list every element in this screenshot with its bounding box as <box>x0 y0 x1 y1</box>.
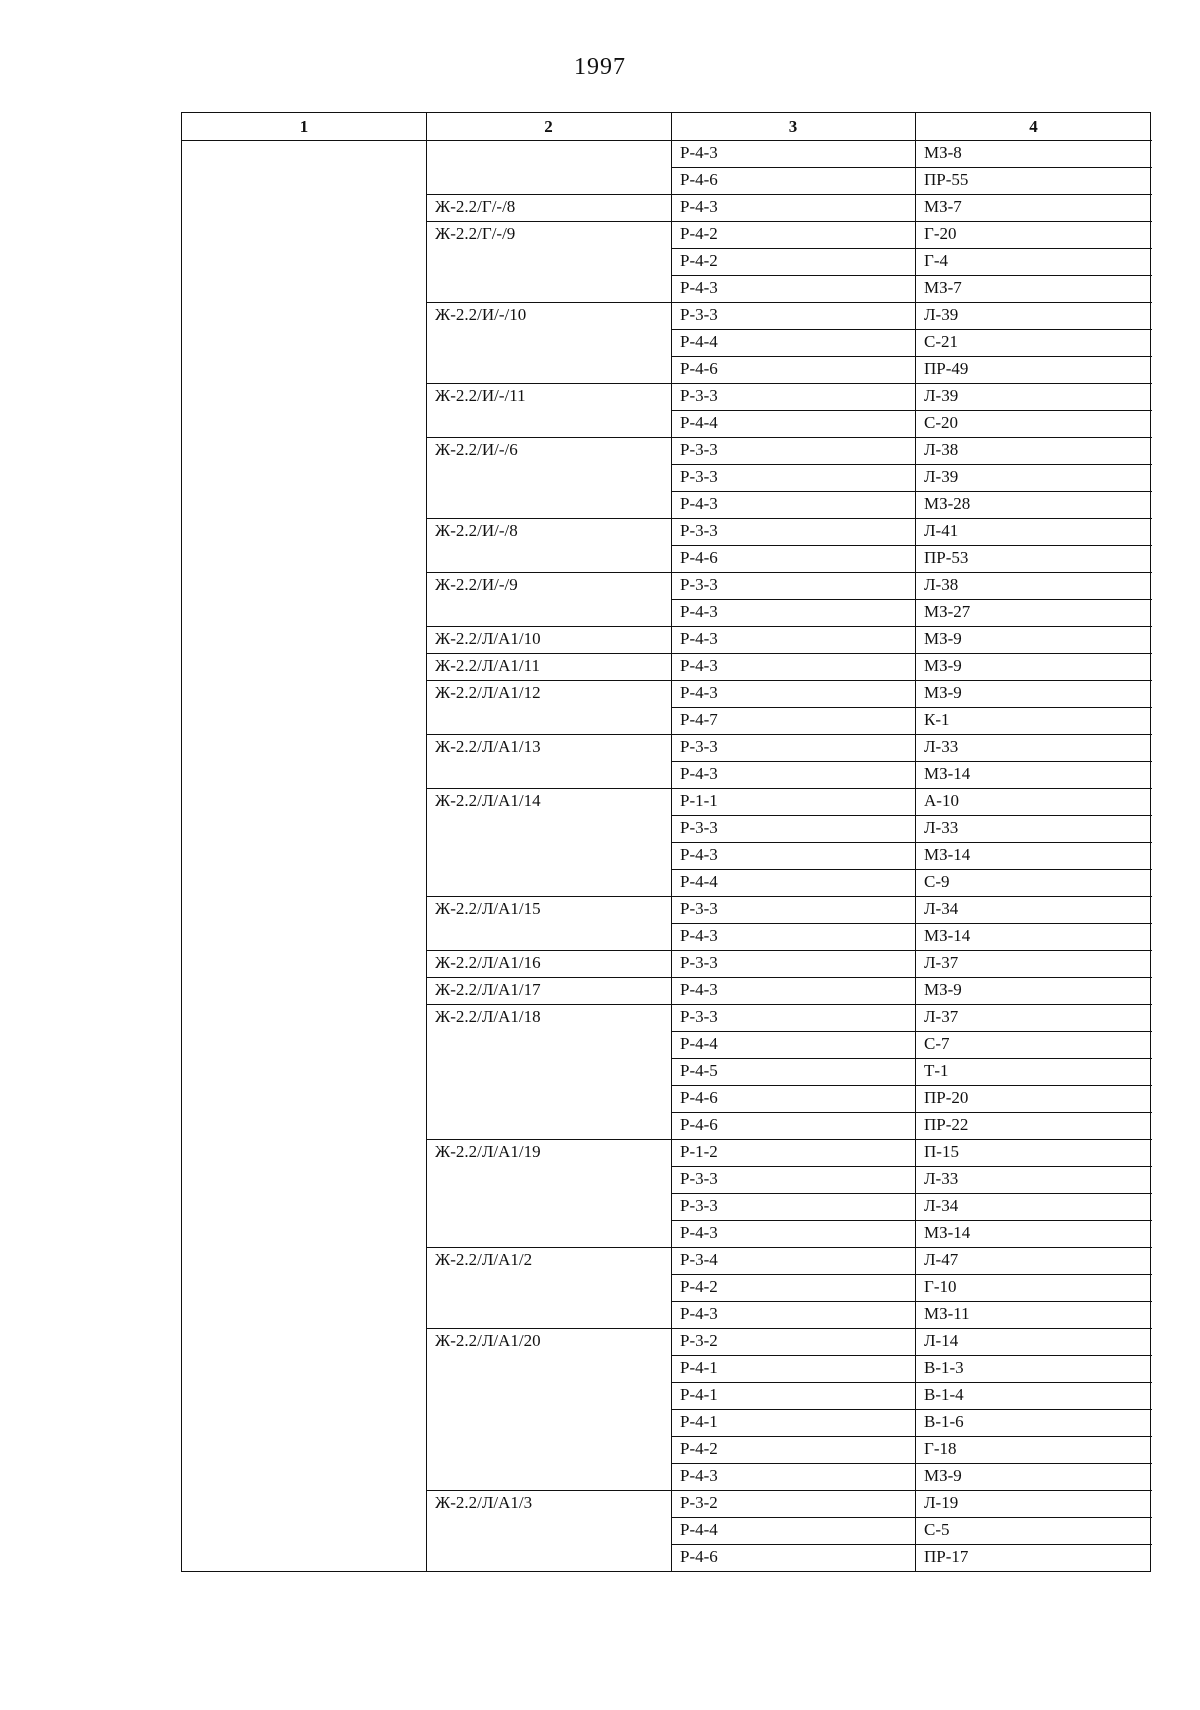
reference-code: Л-34 <box>924 1196 959 1215</box>
section-code: Р-4-2 <box>680 224 718 243</box>
column-divider <box>426 113 427 1571</box>
row-divider <box>671 1463 1152 1464</box>
group-divider <box>426 572 671 573</box>
group-code: Ж-2.2/Г/-/8 <box>435 197 516 216</box>
row-divider <box>671 383 1152 384</box>
reference-code: Л-39 <box>924 386 959 405</box>
group-divider <box>426 950 671 951</box>
section-code: Р-4-4 <box>680 1520 718 1539</box>
reference-code: Л-37 <box>924 953 959 972</box>
reference-code: Л-39 <box>924 305 959 324</box>
section-code: Р-4-3 <box>680 764 718 783</box>
group-divider <box>426 977 671 978</box>
reference-code: Л-34 <box>924 899 959 918</box>
reference-code: К-1 <box>924 710 950 729</box>
section-code: Р-1-1 <box>680 791 718 810</box>
row-divider <box>671 518 1152 519</box>
group-code: Ж-2.2/Г/-/9 <box>435 224 516 243</box>
reference-code: С-5 <box>924 1520 950 1539</box>
group-code: Ж-2.2/Л/А1/13 <box>435 737 541 756</box>
row-divider <box>671 788 1152 789</box>
group-divider <box>426 221 671 222</box>
section-code: Р-4-2 <box>680 1277 718 1296</box>
reference-code: МЗ-9 <box>924 656 962 675</box>
section-code: Р-4-4 <box>680 413 718 432</box>
group-divider <box>426 1247 671 1248</box>
row-divider <box>671 1355 1152 1356</box>
group-code: Ж-2.2/Л/А1/15 <box>435 899 541 918</box>
reference-code: С-21 <box>924 332 958 351</box>
row-divider <box>671 167 1152 168</box>
section-code: Р-4-3 <box>680 926 718 945</box>
section-code: Р-4-3 <box>680 1304 718 1323</box>
reference-code: МЗ-28 <box>924 494 971 513</box>
group-code: Ж-2.2/И/-/6 <box>435 440 518 459</box>
section-code: Р-4-3 <box>680 494 718 513</box>
section-code: Р-3-3 <box>680 953 718 972</box>
row-divider <box>671 761 1152 762</box>
reference-code: МЗ-7 <box>924 278 962 297</box>
group-divider <box>426 194 671 195</box>
reference-code: МЗ-14 <box>924 845 971 864</box>
reference-code: А-10 <box>924 791 959 810</box>
group-code: Ж-2.2/Л/А1/14 <box>435 791 541 810</box>
row-divider <box>671 275 1152 276</box>
row-divider <box>671 977 1152 978</box>
group-code: Ж-2.2/Л/А1/16 <box>435 953 541 972</box>
row-divider <box>671 302 1152 303</box>
section-code: Р-4-3 <box>680 602 718 621</box>
row-divider <box>671 491 1152 492</box>
group-divider <box>426 1328 671 1329</box>
group-code: Ж-2.2/Л/А1/17 <box>435 980 541 999</box>
group-divider <box>426 1490 671 1491</box>
section-code: Р-4-6 <box>680 548 718 567</box>
reference-code: Л-33 <box>924 818 959 837</box>
section-code: Р-3-3 <box>680 1196 718 1215</box>
row-divider <box>671 842 1152 843</box>
section-code: Р-3-4 <box>680 1250 718 1269</box>
row-divider <box>671 626 1152 627</box>
reference-code: П-15 <box>924 1142 959 1161</box>
row-divider <box>671 1436 1152 1437</box>
section-code: Р-4-1 <box>680 1358 718 1377</box>
row-divider <box>671 248 1152 249</box>
group-code: Ж-2.2/Л/А1/3 <box>435 1493 533 1512</box>
row-divider <box>671 437 1152 438</box>
section-code: Р-4-3 <box>680 1466 718 1485</box>
group-divider <box>426 383 671 384</box>
group-divider <box>426 626 671 627</box>
reference-code: Л-38 <box>924 440 959 459</box>
reference-code: ПР-49 <box>924 359 969 378</box>
reference-code: МЗ-14 <box>924 926 971 945</box>
row-divider <box>671 599 1152 600</box>
row-divider <box>671 950 1152 951</box>
row-divider <box>671 1004 1152 1005</box>
section-code: Р-3-3 <box>680 521 718 540</box>
section-code: Р-3-2 <box>680 1493 718 1512</box>
reference-code: В-1-4 <box>924 1385 964 1404</box>
group-divider <box>426 653 671 654</box>
reference-code: С-9 <box>924 872 950 891</box>
reference-code: С-7 <box>924 1034 950 1053</box>
group-divider <box>426 1139 671 1140</box>
data-table <box>181 112 1151 1572</box>
row-divider <box>671 1301 1152 1302</box>
reference-code: МЗ-8 <box>924 143 962 162</box>
row-divider <box>671 1247 1152 1248</box>
group-divider <box>426 734 671 735</box>
row-divider <box>671 923 1152 924</box>
row-divider <box>671 1517 1152 1518</box>
reference-code: ПР-17 <box>924 1547 969 1566</box>
group-divider <box>426 788 671 789</box>
section-code: Р-4-1 <box>680 1385 718 1404</box>
reference-code: ПР-55 <box>924 170 969 189</box>
group-code: Ж-2.2/Л/А1/20 <box>435 1331 541 1350</box>
section-code: Р-4-6 <box>680 359 718 378</box>
section-code: Р-4-2 <box>680 1439 718 1458</box>
group-code: Ж-2.2/Л/А1/19 <box>435 1142 541 1161</box>
reference-code: Л-37 <box>924 1007 959 1026</box>
section-code: Р-4-6 <box>680 1088 718 1107</box>
column-header-2: 2 <box>544 117 553 136</box>
reference-code: МЗ-14 <box>924 1223 971 1242</box>
reference-code: МЗ-9 <box>924 1466 962 1485</box>
section-code: Р-3-3 <box>680 575 718 594</box>
section-code: Р-4-5 <box>680 1061 718 1080</box>
reference-code: ПР-53 <box>924 548 969 567</box>
row-divider <box>671 1031 1152 1032</box>
section-code: Р-4-3 <box>680 143 718 162</box>
reference-code: Л-14 <box>924 1331 959 1350</box>
group-divider <box>426 518 671 519</box>
section-code: Р-4-6 <box>680 1547 718 1566</box>
section-code: Р-4-4 <box>680 332 718 351</box>
reference-code: ПР-20 <box>924 1088 969 1107</box>
reference-code: Г-18 <box>924 1439 957 1458</box>
row-divider <box>671 221 1152 222</box>
section-code: Р-4-4 <box>680 1034 718 1053</box>
group-code: Ж-2.2/Л/А1/12 <box>435 683 541 702</box>
reference-code: Т-1 <box>924 1061 949 1080</box>
reference-code: МЗ-9 <box>924 629 962 648</box>
reference-code: МЗ-14 <box>924 764 971 783</box>
section-code: Р-3-3 <box>680 899 718 918</box>
row-divider <box>671 545 1152 546</box>
section-code: Р-3-3 <box>680 305 718 324</box>
row-divider <box>671 1058 1152 1059</box>
row-divider <box>671 1544 1152 1545</box>
reference-code: В-1-6 <box>924 1412 964 1431</box>
section-code: Р-4-3 <box>680 629 718 648</box>
row-divider <box>671 1490 1152 1491</box>
row-divider <box>671 734 1152 735</box>
section-code: Р-4-3 <box>680 980 718 999</box>
group-divider <box>426 1004 671 1005</box>
section-code: Р-4-6 <box>680 1115 718 1134</box>
row-divider <box>671 356 1152 357</box>
section-code: Р-3-3 <box>680 386 718 405</box>
section-code: Р-4-3 <box>680 845 718 864</box>
reference-code: Л-41 <box>924 521 959 540</box>
reference-code: Г-4 <box>924 251 948 270</box>
section-code: Р-4-6 <box>680 170 718 189</box>
reference-code: С-20 <box>924 413 958 432</box>
section-code: Р-3-3 <box>680 1007 718 1026</box>
group-divider <box>426 896 671 897</box>
row-divider <box>671 1166 1152 1167</box>
row-divider <box>671 1112 1152 1113</box>
reference-code: Л-39 <box>924 467 959 486</box>
section-code: Р-3-3 <box>680 1169 718 1188</box>
group-divider <box>426 302 671 303</box>
group-code: Ж-2.2/И/-/10 <box>435 305 527 324</box>
section-code: Р-4-3 <box>680 683 718 702</box>
row-divider <box>671 680 1152 681</box>
section-code: Р-4-3 <box>680 197 718 216</box>
row-divider <box>671 1193 1152 1194</box>
reference-code: Л-33 <box>924 1169 959 1188</box>
row-divider <box>671 1085 1152 1086</box>
section-code: Р-4-3 <box>680 656 718 675</box>
section-code: Р-3-2 <box>680 1331 718 1350</box>
column-header-4: 4 <box>1029 117 1038 136</box>
section-code: Р-3-3 <box>680 440 718 459</box>
row-divider <box>671 572 1152 573</box>
group-code: Ж-2.2/Л/А1/11 <box>435 656 540 675</box>
section-code: Р-4-3 <box>680 278 718 297</box>
reference-code: Л-47 <box>924 1250 959 1269</box>
section-code: Р-4-2 <box>680 251 718 270</box>
reference-code: МЗ-9 <box>924 683 962 702</box>
group-code: Ж-2.2/Л/А1/2 <box>435 1250 533 1269</box>
row-divider <box>671 896 1152 897</box>
row-divider <box>671 653 1152 654</box>
header-divider <box>182 140 1152 141</box>
row-divider <box>671 1382 1152 1383</box>
section-code: Р-4-3 <box>680 1223 718 1242</box>
reference-code: Г-10 <box>924 1277 957 1296</box>
reference-code: Л-38 <box>924 575 959 594</box>
reference-code: ПР-22 <box>924 1115 969 1134</box>
reference-code: Л-33 <box>924 737 959 756</box>
row-divider <box>671 1139 1152 1140</box>
section-code: Р-3-3 <box>680 737 718 756</box>
section-code: Р-3-3 <box>680 467 718 486</box>
section-code: Р-1-2 <box>680 1142 718 1161</box>
row-divider <box>671 1274 1152 1275</box>
row-divider <box>671 1220 1152 1221</box>
group-code: Ж-2.2/И/-/8 <box>435 521 518 540</box>
row-divider <box>671 329 1152 330</box>
group-divider <box>426 437 671 438</box>
reference-code: МЗ-27 <box>924 602 971 621</box>
reference-code: Л-19 <box>924 1493 959 1512</box>
section-code: Р-4-1 <box>680 1412 718 1431</box>
reference-code: МЗ-9 <box>924 980 962 999</box>
column-header-1: 1 <box>299 117 309 136</box>
row-divider <box>671 707 1152 708</box>
reference-code: МЗ-11 <box>924 1304 970 1323</box>
row-divider <box>671 869 1152 870</box>
row-divider <box>671 464 1152 465</box>
row-divider <box>671 1409 1152 1410</box>
row-divider <box>671 815 1152 816</box>
reference-code: МЗ-7 <box>924 197 962 216</box>
row-divider <box>671 1328 1152 1329</box>
column-header-3: 3 <box>788 117 798 136</box>
page-number: 1997 <box>574 54 626 80</box>
group-code: Ж-2.2/И/-/11 <box>435 386 526 405</box>
reference-code: Г-20 <box>924 224 957 243</box>
group-code: Ж-2.2/И/-/9 <box>435 575 518 594</box>
row-divider <box>671 194 1152 195</box>
row-divider <box>671 410 1152 411</box>
reference-code: В-1-3 <box>924 1358 964 1377</box>
section-code: Р-4-4 <box>680 872 718 891</box>
group-code: Ж-2.2/Л/А1/18 <box>435 1007 541 1026</box>
group-code: Ж-2.2/Л/А1/10 <box>435 629 541 648</box>
section-code: Р-3-3 <box>680 818 718 837</box>
group-divider <box>426 680 671 681</box>
section-code: Р-4-7 <box>680 710 718 729</box>
